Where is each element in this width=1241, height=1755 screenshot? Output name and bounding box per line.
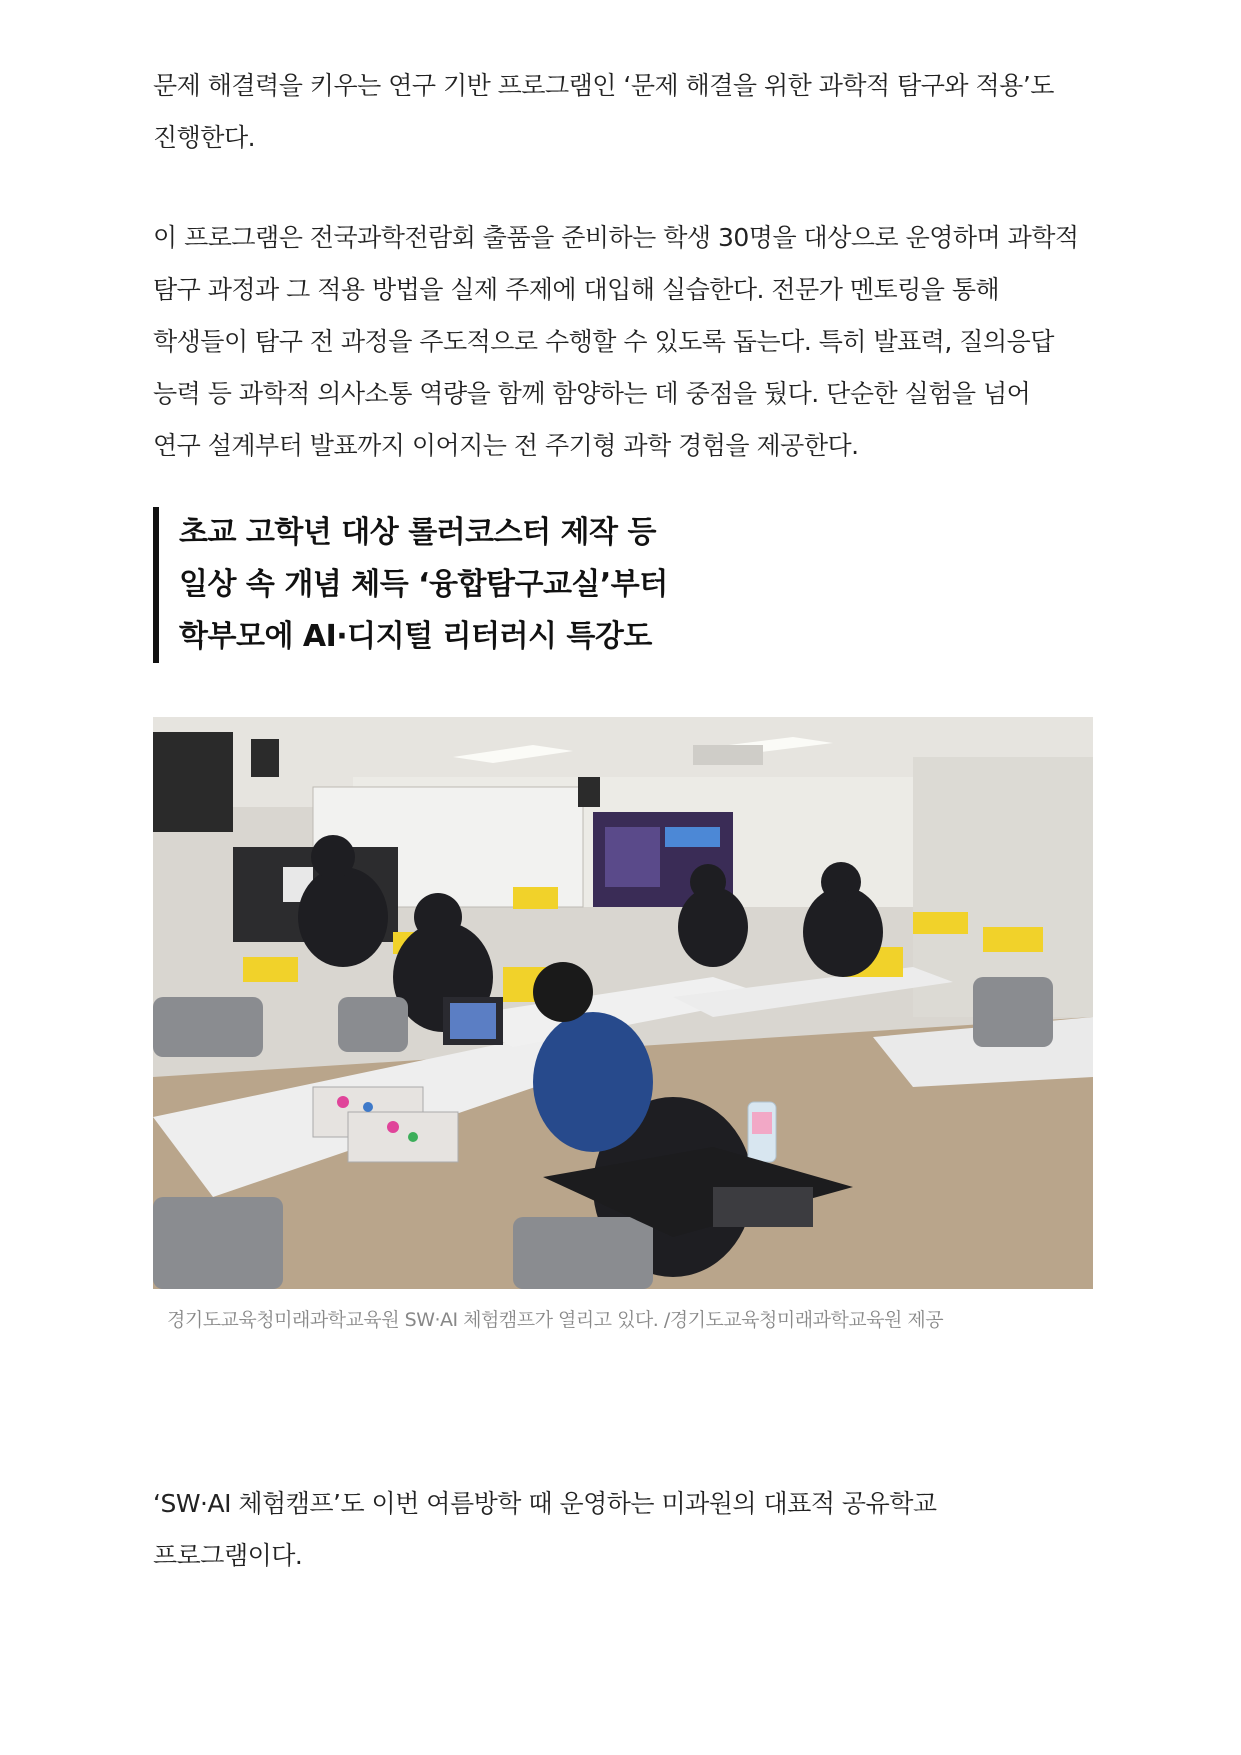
paragraph-line: 연구 설계부터 발표까지 이어지는 전 주기형 과학 경험을 제공한다.: [153, 431, 859, 460]
paragraph-line: 학생들이 탐구 전 과정을 주도적으로 수행할 수 있도록 돕는다. 특히 발표력, 질의응답: [153, 327, 1054, 356]
paragraph-line: 능력 등 과학적 의사소통 역량을 함께 함양하는 데 중점을 뒀다. 단순한 실험을 넘어: [153, 379, 1031, 408]
paragraph-line: 프로그램이다.: [153, 1541, 303, 1570]
paragraph-line: 이 프로그램은 전국과학전람회 출품을 준비하는 학생 30명을 대상으로 운영하며 과학적: [153, 223, 1079, 252]
paragraph-2: [153, 212, 1079, 472]
paragraph-line: 문제 해결력을 키우는 연구 기반 프로그램인 ‘문제 해결을 위한 과학적 탐구와 적용’도: [153, 71, 1054, 100]
subheading-quote: [153, 507, 879, 663]
paragraph-1: [153, 60, 1054, 164]
paragraph-line: ‘SW·AI 체험캠프’도 이번 여름방학 때 운영하는 미과원의 대표적 공유학교: [153, 1489, 937, 1518]
classroom-photo: [153, 717, 1093, 1289]
subheading-line: 초교 고학년 대상 롤러코스터 제작 등: [179, 515, 656, 550]
paragraph-line: 진행한다.: [153, 123, 256, 152]
subheading-line: 학부모에 AI·디지털 리터러시 특강도: [179, 619, 652, 654]
subheading-line: 일상 속 개념 체득 ‘융합탐구교실’부터: [179, 567, 668, 602]
photo-caption: 경기도교육청미래과학교육원 SW·AI 체험캠프가 열리고 있다. /경기도교육청미래과학교육원 제공: [167, 1309, 944, 1331]
paragraph-line: 탐구 과정과 그 적용 방법을 실제 주제에 대입해 실습한다. 전문가 멘토링을 통해: [153, 275, 1000, 304]
paragraph-3: [153, 1478, 937, 1582]
